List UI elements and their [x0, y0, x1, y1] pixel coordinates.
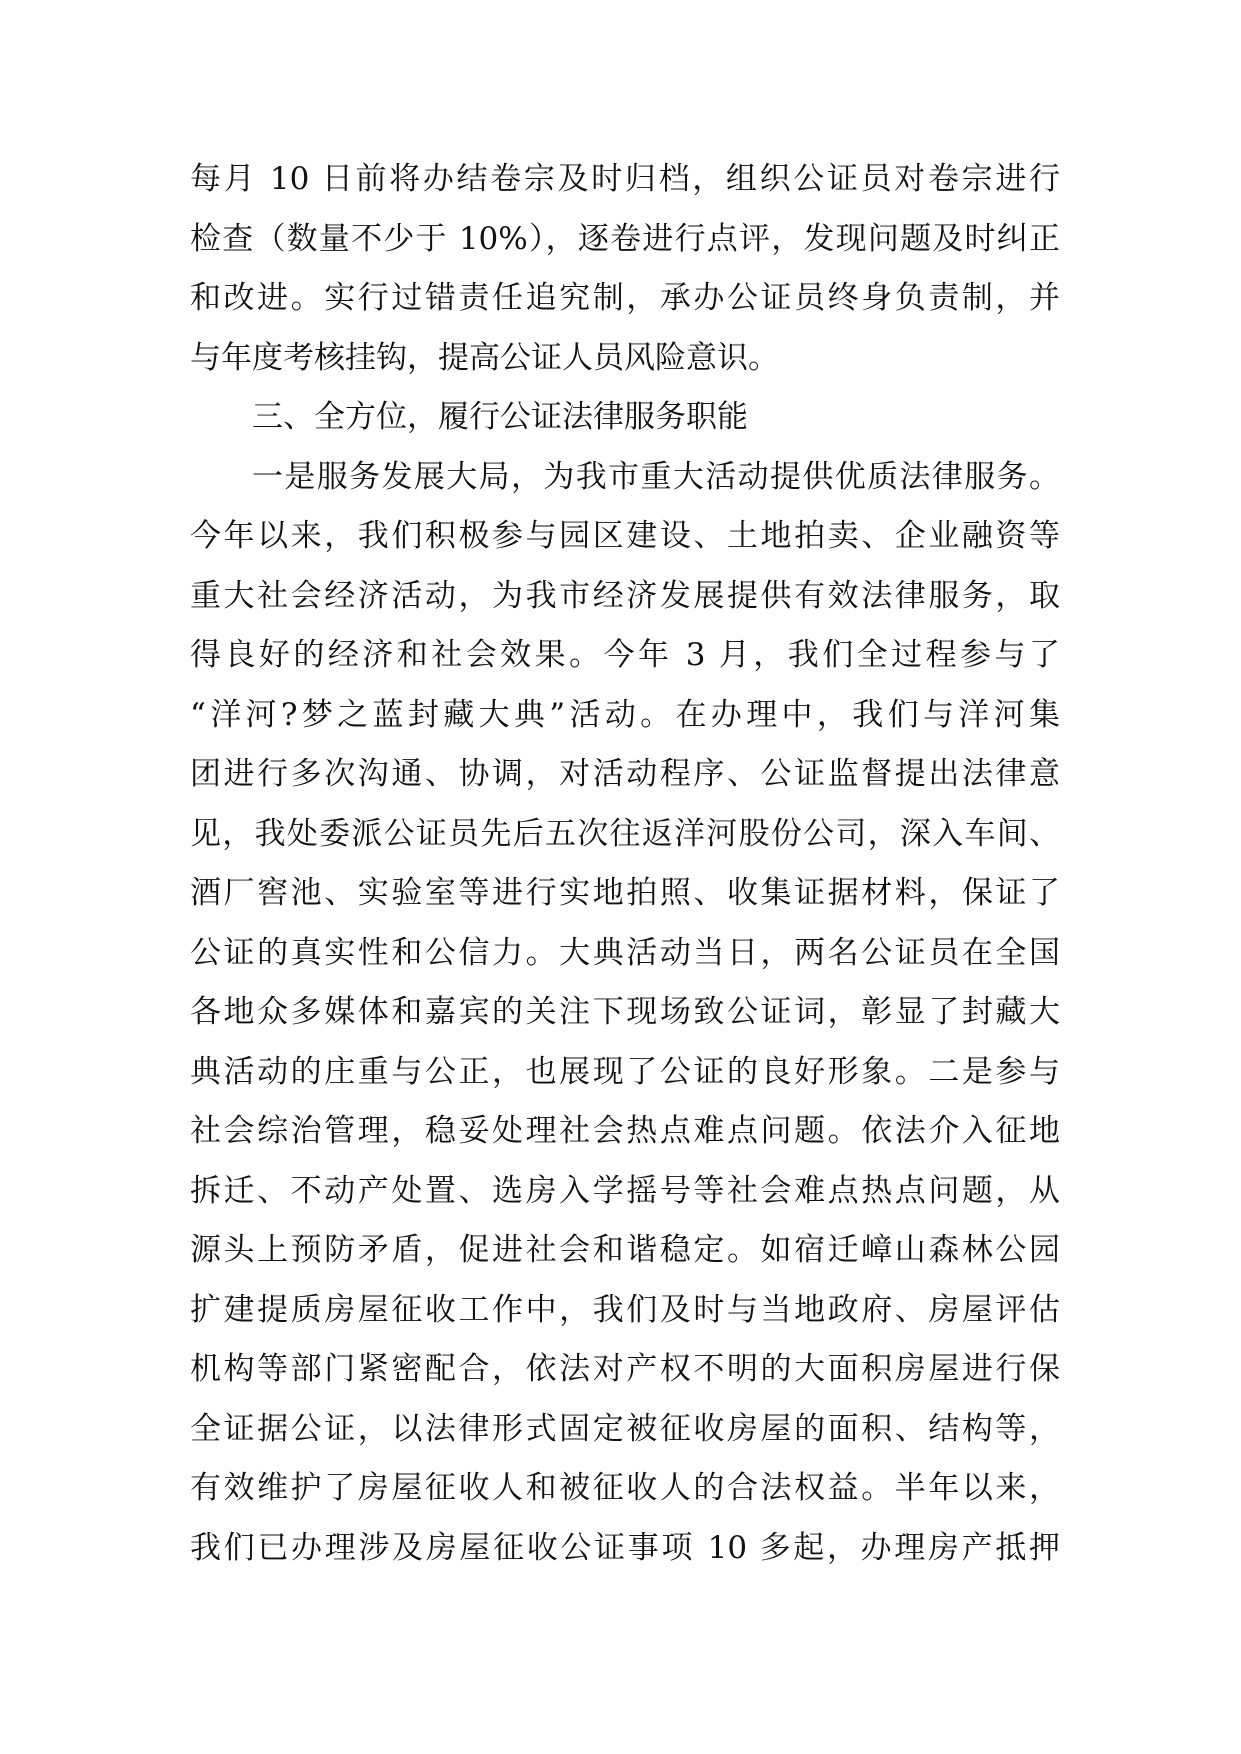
- text-line: 全证据公证，以法律形式固定被征收房屋的面积、结构等，: [190, 1410, 1060, 1447]
- text-line: 社会综治管理，稳妥处理社会热点难点问题。依法介入征地: [190, 1113, 1060, 1149]
- text-line: 扩建提质房屋征收工作中，我们及时与当地政府、房屋评估: [190, 1291, 1060, 1328]
- text-line: 和改进。实行过错责任追究制，承办公证员终身负责制，并: [190, 280, 1060, 316]
- text-line: 拆迁、不动产处置、选房入学摇号等社会难点热点问题，从: [190, 1172, 1060, 1209]
- text-line: 酒厂窖池、实验室等进行实地拍照、收集证据材料，保证了: [190, 875, 1060, 911]
- text-line: 得良好的经济和社会效果。今年 3 月，我们全过程参与了: [190, 637, 1060, 673]
- text-line: 一是服务发展大局，为我市重大活动提供优质法律服务。: [252, 458, 1060, 495]
- text-line: “洋河?梦之蓝封藏大典”活动。在办理中，我们与洋河集: [190, 696, 1060, 733]
- text-line: 团进行多次沟通、协调，对活动程序、公证监督提出法律意: [190, 756, 1060, 792]
- body-text: [190, 150, 1060, 1578]
- text-line: 我们已办理涉及房屋征收公证事项 10 多起，办理房产抵押: [190, 1529, 1060, 1566]
- text-line: 公证的真实性和公信力。大典活动当日，两名公证员在全国: [190, 934, 1060, 971]
- text-line: 每月 10 日前将办结卷宗及时归档，组织公证员对卷宗进行: [190, 161, 1060, 197]
- text-line: 见，我处委派公证员先后五次往返洋河股份公司，深入车间、: [190, 815, 1060, 852]
- text-line: 机构等部门紧密配合，依法对产权不明的大面积房屋进行保: [190, 1351, 1060, 1387]
- text-line: 与年度考核挂钩，提高公证人员风险意识。: [190, 339, 779, 376]
- section-heading: 三、全方位，履行公证法律服务职能: [252, 399, 748, 435]
- text-line: 今年以来，我们积极参与园区建设、土地拍卖、企业融资等: [190, 518, 1060, 554]
- text-line: 各地众多媒体和嘉宾的关注下现场致公证词，彰显了封藏大: [190, 994, 1060, 1030]
- text-line: 重大社会经济活动，为我市经济发展提供有效法律服务，取: [190, 577, 1060, 614]
- text-line: 源头上预防矛盾，促进社会和谐稳定。如宿迁嶂山森林公园: [190, 1232, 1060, 1268]
- text-line: 有效维护了房屋征收人和被征收人的合法权益。半年以来，: [190, 1470, 1060, 1506]
- text-line: 检查（数量不少于 10%），逐卷进行点评，发现问题及时纠正: [190, 220, 1060, 257]
- text-line: 典活动的庄重与公正，也展现了公证的良好形象。二是参与: [190, 1053, 1060, 1090]
